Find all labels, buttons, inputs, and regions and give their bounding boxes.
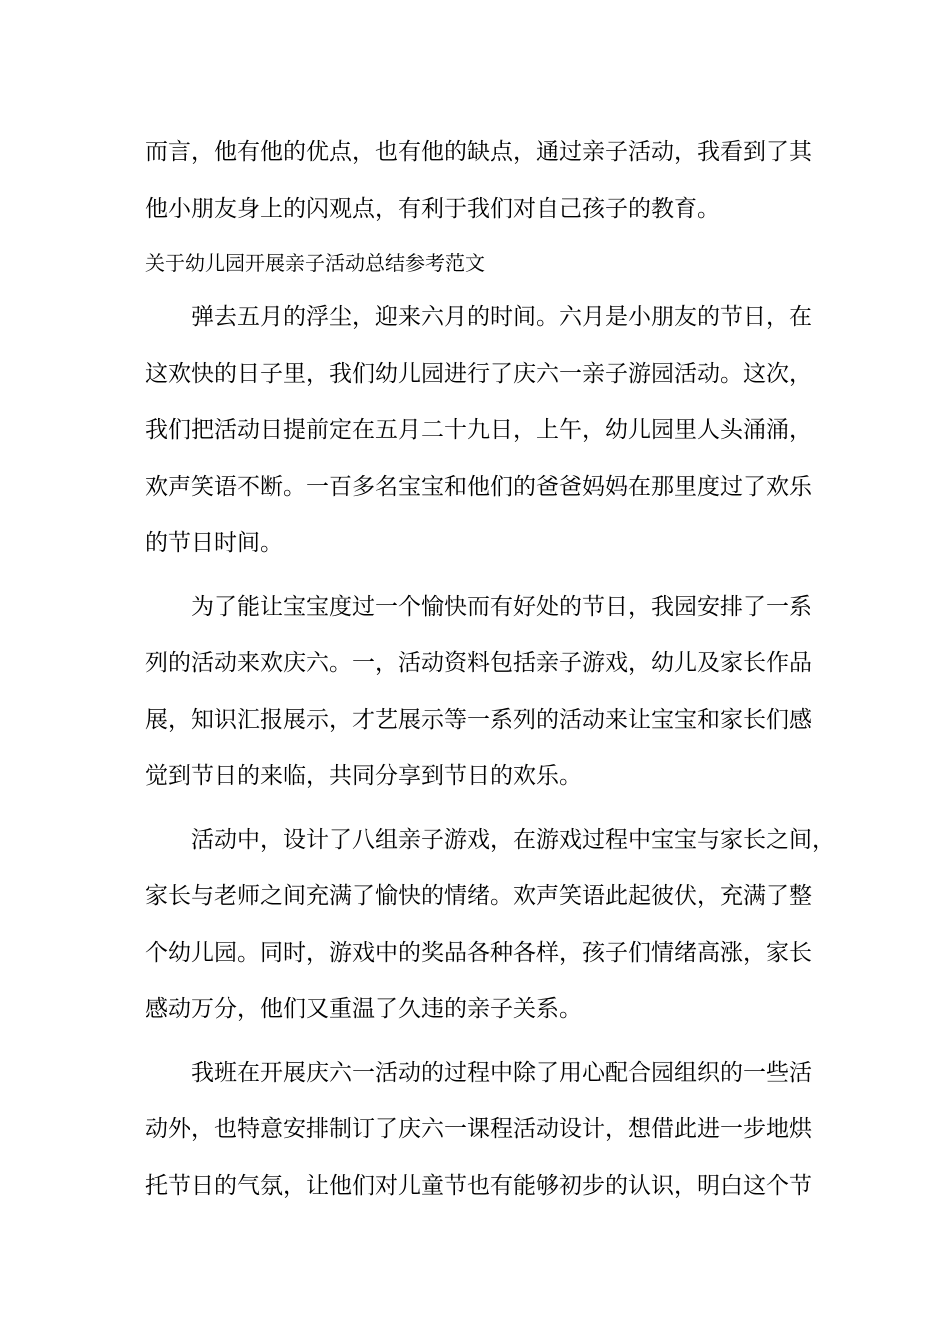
paragraph-3 [145,812,835,1038]
text-line: 动外，也特意安排制订了庆六一课程活动设计，想借此进一步地烘 [145,1116,812,1142]
text-line: 列的活动来欢庆六。一，活动资料包括亲子游戏，幼儿及家长作品 [145,650,812,676]
section-title: 关于幼儿园开展亲子活动总结参考范文 [145,251,485,275]
text-line: 欢声笑语不断。一百多名宝宝和他们的爸爸妈妈在那里度过了欢乐 [145,473,812,500]
text-line: 觉到节日的来临，共同分享到节日的欢乐。 [145,763,582,789]
text-line: 而言，他有他的优点，也有他的缺点，通过亲子活动，我看到了其 [145,139,812,165]
text-line: 他小朋友身上的闪观点，有利于我们对自己孩子的教育。 [145,195,720,222]
text-line: 弹去五月的浮尘，迎来六月的时间。六月是小朋友的节日，在 [191,304,812,330]
paragraph-2 [145,579,825,805]
paragraph-4 [145,1045,825,1215]
continued-paragraph [145,124,825,237]
paragraph-gap [145,1038,825,1045]
text-line: 展，知识汇报展示，才艺展示等一系列的活动来让宝宝和家长们感 [145,706,812,733]
text-line: 我班在开展庆六一活动的过程中除了用心配合园组织的一些活 [191,1059,812,1086]
document-body [145,124,835,1214]
paragraph-1 [145,289,825,572]
paragraph-gap [145,572,825,579]
paragraph-gap [145,805,825,812]
text-line: 为了能让宝宝度过一个愉快而有好处的节日，我园安排了一系 [191,593,812,620]
text-line: 活动中，设计了八组亲子游戏，在游戏过程中宝宝与家长之间， [191,826,835,853]
text-line: 这欢快的日子里，我们幼儿园进行了庆六一亲子游园活动。这次， [145,360,812,387]
text-line: 个幼儿园。同时，游戏中的奖品各种各样，孩子们情绪高涨，家长 [145,939,812,966]
text-line: 我们把活动日提前定在五月二十九日，上午，幼儿园里人头涌涌， [145,417,812,443]
text-line: 家长与老师之间充满了愉快的情绪。欢声笑语此起彼伏，充满了整 [145,883,812,909]
text-line: 感动万分，他们又重温了久违的亲子关系。 [145,996,582,1022]
text-line: 的节日时间。 [145,530,283,556]
text-line: 托节日的气氛，让他们对儿童节也有能够初步的认识，明白这个节 [145,1172,812,1199]
